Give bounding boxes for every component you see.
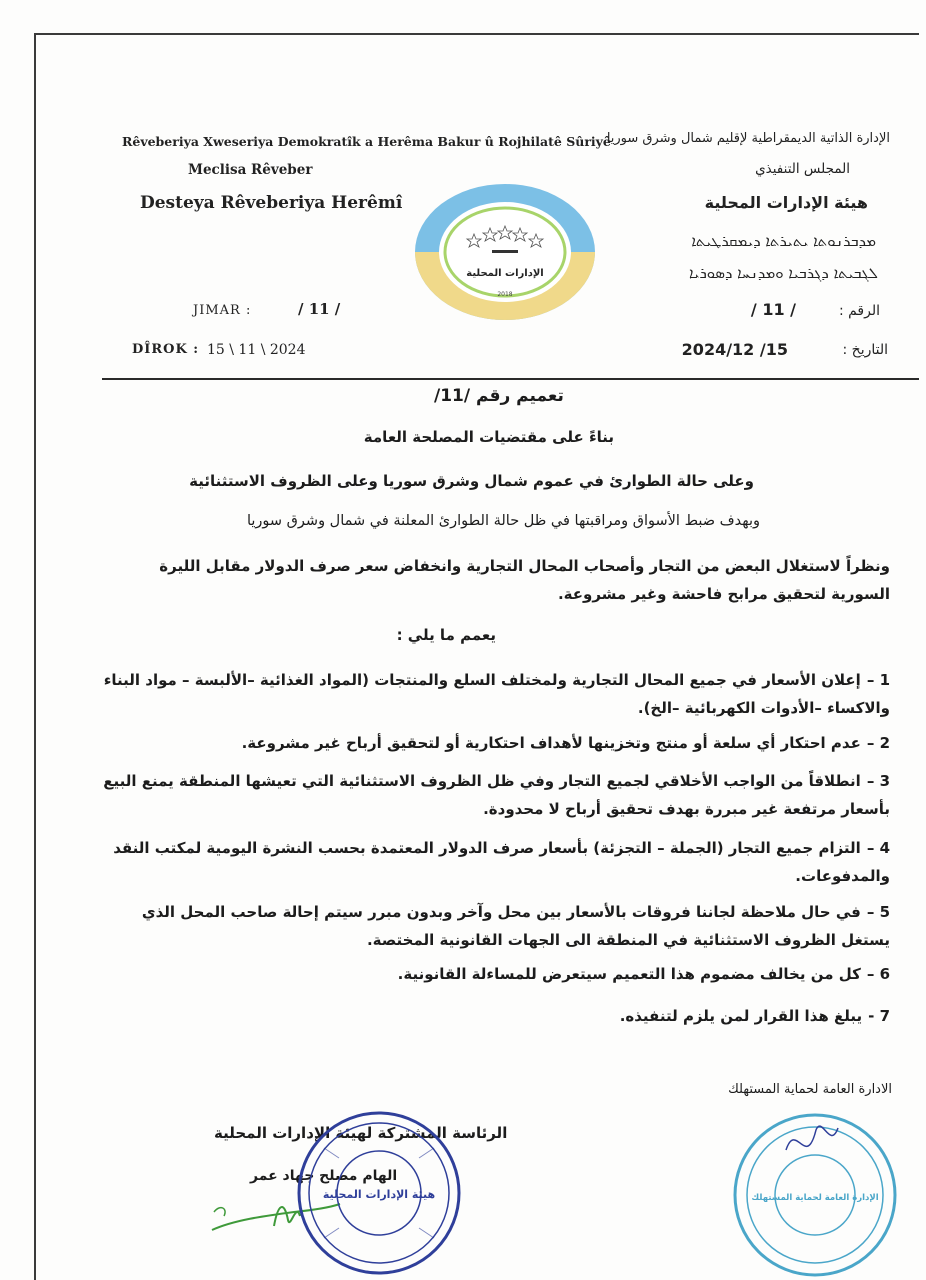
consumer-admin-label: الادارة العامة لحماية المستهلك (728, 1082, 892, 1097)
item-number: 5 – (866, 903, 890, 921)
list-item (100, 960, 890, 988)
arabic-council-name: المجلس التنفيذي (755, 161, 850, 177)
number-value: / 11 / (750, 300, 796, 319)
item-text: في حال ملاحظة لجاننا فروقات بالأسعار بين محل وآخر وبدون مبرر سيتم إحالة صاحب المحل الذي يستغل الظروف الاستثنائية في المنطقة الى الجهات القانونية المختصة. (141, 903, 890, 949)
syriac-line-2: ܠܓܒܝܬܐ ܕܓܪܒܝܐ ܘܡܕܢܚܐ ܕܣܘܪܝܐ (688, 264, 878, 282)
kurdish-council-name: Meclisa Rêveber (188, 162, 313, 178)
list-item (100, 666, 890, 722)
syriac-line-1: ܡܕܒܪܢܘܬܐ ܝܬܝܪܬܐ ܕܝܡܩܪܛܝܬܐ (691, 232, 876, 250)
item-number: 4 – (866, 839, 890, 857)
preamble-line-2: وعلى حالة الطوارئ في عموم شمال وشرق سوريا وعلى الظروف الاستثنائية (189, 472, 754, 490)
signatory-names: الهام مصلح جهاد عمر (250, 1168, 398, 1184)
official-stamp-icon (294, 1108, 464, 1278)
date-label: التاريخ : (842, 342, 888, 358)
page-border-left (34, 33, 36, 1280)
jimar-label: JIMAR : (193, 303, 252, 318)
presidency-label: الرئاسة المشتركة لهيئة الإدارات المحلية (214, 1124, 508, 1142)
number-label: الرقم : (838, 303, 880, 319)
item-number: 3 – (866, 772, 890, 790)
emblem-year: 2018 (497, 291, 513, 298)
arabic-org-name: الإدارة الذاتية الديمقراطية لإقليم شمال وشرق سوريا (606, 131, 890, 146)
item-text: كل من يخالف مضموم هذا التعميم سيتعرض للمساءلة القانونية. (397, 965, 861, 983)
list-item (100, 1002, 890, 1030)
stamp-left-text: هيئة الإدارات المحلية (322, 1188, 436, 1201)
reason-paragraph: ونظراً لاستغلال البعض من التجار وأصحاب المحال التجارية وانخفاض سعر صرف الدولار مقابل الليرة السورية لتحقيق مرابح فاحشة وغير مشروعة. (159, 557, 890, 603)
preamble-line-1: بناءً على مقتضيات المصلحة العامة (363, 428, 614, 446)
list-item (100, 767, 890, 823)
item-number: 2 – (866, 734, 890, 752)
header-divider (102, 378, 919, 380)
item-text: التزام جميع التجار (الجملة – التجزئة) بأسعار صرف الدولار المعتمدة بحسب النشرة اليومية لمكتب النقد والمدفوعات. (113, 839, 890, 885)
item-text: يبلغ هذا القرار لمن يلزم لتنفيذه. (619, 1007, 863, 1025)
consumer-protection-stamp-icon (726, 1110, 904, 1280)
stamp-right-text: الإدارة العامة لحماية المستهلك (751, 1193, 879, 1203)
circular-title: تعميم رقم /11/ (434, 386, 564, 406)
item-text: عدم احتكار أي سلعة أو منتج وتخزينها لأهداف احتكارية أو لتحقيق أرباح غير مشروعة. (241, 734, 861, 752)
kurdish-org-name: Rêveberiya Xweseriya Demokratîk a Herêma Bakur û Rojhilatê Sûriyê (122, 134, 611, 149)
kurdish-authority-name: Desteya Rêveberiya Herêmî (140, 193, 403, 213)
item-number: 7 - (868, 1007, 890, 1025)
list-item (100, 834, 890, 890)
preamble-line-3: وبهدف ضبط الأسواق ومراقبتها في ظل حالة الطوارئ المعلنة في شمال وشرق سوريا (246, 513, 760, 529)
dirok-value: 15 \ 11 \ 2024 (207, 342, 306, 358)
administration-emblem-icon (412, 182, 598, 322)
item-number: 1 – (866, 671, 890, 689)
arabic-authority-name: هيئة الإدارات المحلية (704, 193, 868, 212)
item-text: انطلاقاً من الواجب الأخلاقي لجميع التجار وفي ظل الظروف الاستثنائية التي تعيشها المنطقة يمنع البيع بأسعار مرتفعة غير مبررة بهدف تحقيق أرباح لا محدودة. (103, 772, 890, 818)
item-text: إعلان الأسعار في جميع المحال التجارية ولمختلف السلع والمنتجات (المواد الغذائية –الألبسة – مواد البناء والاكساء –الأدوات الكهربائية –الخ). (103, 671, 890, 717)
date-value: 2024/12 /15 (681, 340, 788, 359)
jimar-value: / 11 / (298, 300, 341, 318)
page-border-top (34, 33, 919, 35)
announce-line: يعمم ما يلي : (396, 626, 496, 644)
item-number: 6 – (866, 965, 890, 983)
emblem-label: الإدارات المحلية (466, 268, 544, 279)
list-item (100, 898, 890, 954)
dirok-label: DÎROK : (132, 342, 200, 357)
list-item (100, 729, 890, 757)
